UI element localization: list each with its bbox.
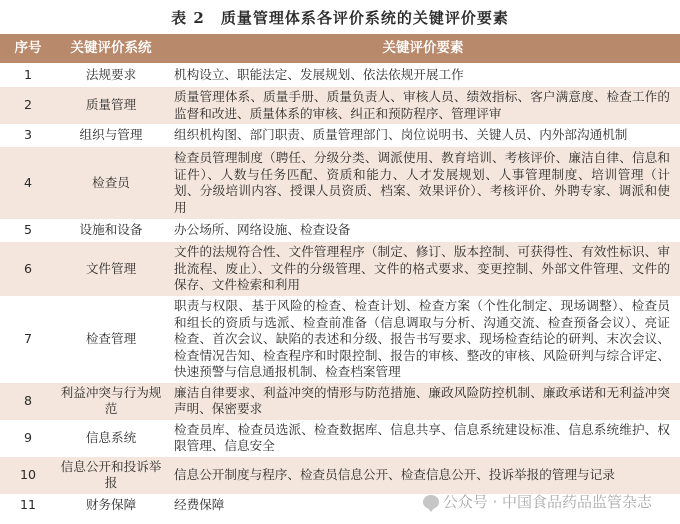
row-elements: 文件的法规符合性、文件管理程序（制定、修订、版本控制、可获得性、有效性标识、审批流程、废止）、文件的分级管理、文件的格式要求、变更控制、外部文件管理、文件的保存、文件检索和利用 (174, 244, 670, 293)
row-system: 检查管理 (85, 331, 137, 346)
row-system: 设施和设备 (79, 222, 143, 238)
row-number: 1 (23, 66, 32, 82)
evaluation-table (0, 34, 680, 518)
table-row (0, 242, 680, 296)
row-number: 8 (23, 392, 32, 408)
row-elements: 廉洁自律要求、利益冲突的情形与防范措施、廉政风险防控机制、廉政承诺和无利益冲突声明、保密要求 (174, 384, 670, 416)
row-number: 3 (23, 127, 32, 143)
row-system: 检查员 (92, 174, 130, 190)
row-number: 6 (23, 260, 32, 276)
table-row (0, 124, 680, 147)
row-elements: 信息公开制度与程序、检查员信息公开、检查信息公开、投诉举报的管理与记录 (174, 466, 615, 482)
wechat-icon (423, 495, 439, 509)
row-system: 质量管理 (85, 97, 137, 113)
table-row (0, 296, 680, 383)
row-number: 5 (23, 222, 32, 238)
row-system: 法规要求 (85, 66, 137, 82)
row-number: 4 (23, 174, 32, 190)
row-elements: 机构设立、职能法定、发展规划、依法依规开展工作 (174, 66, 464, 82)
table-row (0, 219, 680, 242)
row-system: 信息系统 (85, 429, 137, 445)
row-elements: 组织机构图、部门职责、质量管理部门、岗位说明书、关键人员、内外部沟通机制 (174, 127, 628, 143)
row-number: 9 (23, 429, 32, 445)
row-system: 组织与管理 (79, 127, 143, 143)
header-row (0, 34, 680, 63)
row-system: 财务保障 (85, 497, 137, 513)
row-number: 2 (23, 97, 32, 113)
row-elements: 检查员库、检查员选派、检查数据库、信息共享、信息系统建设标准、信息系统维护、权限管理、信息安全 (174, 421, 670, 453)
row-elements: 经费保障 (174, 497, 225, 513)
header-number: 序号 (14, 40, 42, 57)
row-elements: 质量管理体系、质量手册、质量负责人、审核人员、绩效指标、客户满意度、检查工作的监督和改进、质量体系的审核、纠正和预防程序、管理评审 (174, 89, 670, 121)
row-elements: 检查员管理制度（聘任、分级分类、调派使用、教育培训、考核评价、廉洁自律、信息和证件）、人数与任务匹配、资质和能力、人才发展规划、人事管理制度、培训管理（计划、分级培训内容、授课人员资质、档案、效果评价）、考核评价、外聘专家、调派和使用 (174, 150, 670, 215)
table-row (0, 383, 680, 420)
table-body (0, 63, 680, 518)
row-number: 11 (19, 497, 37, 513)
header-system: 关键评价系统 (70, 40, 152, 57)
watermark-text: 公众号 · 中国食品药品监管杂志 (442, 493, 652, 511)
row-elements: 职责与权限、基于风险的检查、检查计划、检查方案（个性化制定、现场调整）、检查员和组长的资质与选派、检查前准备（信息调取与分析、沟通交流、检查预备会议）、亮证检查、首次会议、缺陷的表述和分级、报告书写要求、现场检查结论的研判、末次会议、检查情况告知、检查程序和时限控制、报告的审核、整改的审核、风险研判与综合评定、快速预警与信息通报机制、检查档案管理 (174, 298, 670, 379)
row-system: 信息公开和投诉举报 (60, 458, 162, 490)
header-elements: 关键评价要素 (382, 40, 464, 57)
table-title: 表 2 质量管理体系各评价系统的关键评价要素 (171, 8, 509, 27)
row-system: 利益冲突与行为规范 (60, 384, 162, 416)
table-row (0, 420, 680, 457)
table-row (0, 63, 680, 87)
table-row (0, 457, 680, 494)
row-system: 文件管理 (85, 260, 137, 276)
row-number: 10 (19, 466, 37, 482)
table-row (0, 87, 680, 124)
table-header (0, 34, 680, 63)
row-elements: 办公场所、网络设施、检查设备 (174, 222, 351, 238)
table-row (0, 147, 680, 219)
watermark (423, 491, 652, 512)
row-number: 7 (23, 331, 32, 346)
